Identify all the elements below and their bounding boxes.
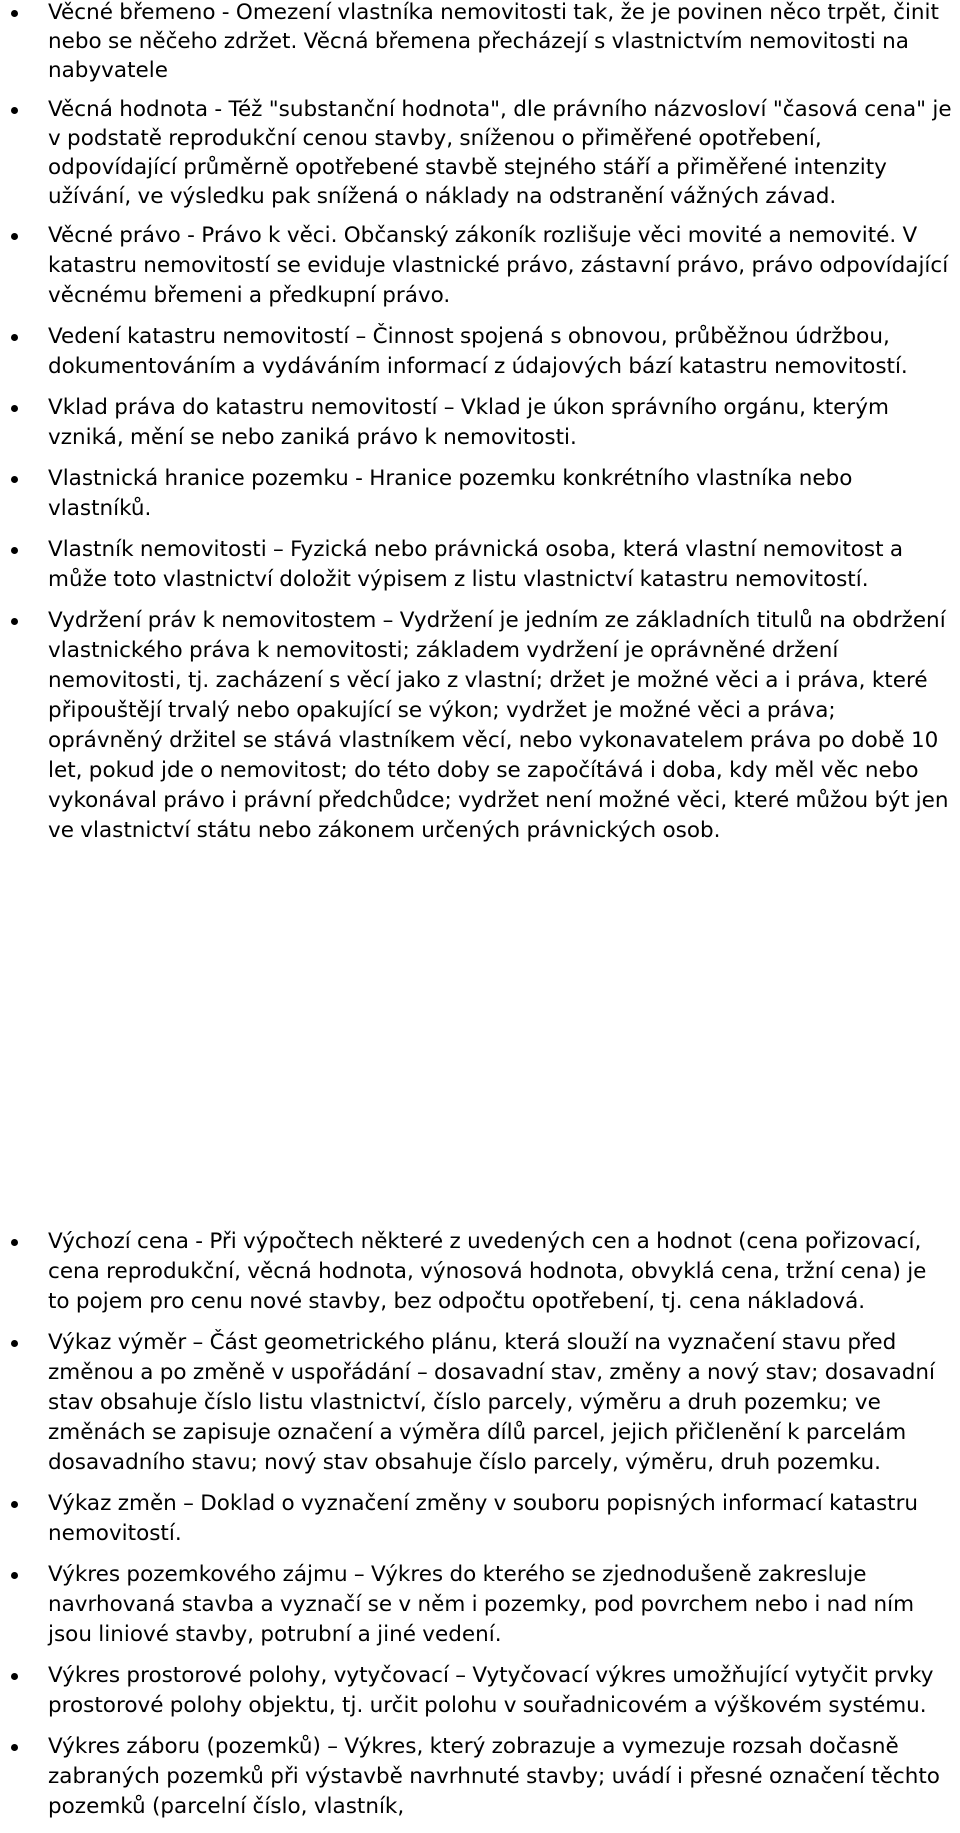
list-item-vykres-pozemkoveho-zajmu: Výkres pozemkového zájmu – Výkres do kterého se zjednodušeně zakresluje navrhovaná stavba a vyznačí se v něm i pozemky, pod povrchem nebo i nad ním jsou liniové stavby, potrubní a jiné vedení. xyxy=(0,1560,960,1650)
list-item-vykres-prostorove-polohy: Výkres prostorové polohy, vytyčovací – Vytyčovací výkres umožňující vytyčit prvky prostorové polohy objektu, tj. určit polohu v souřadnicovém a výškovém systému. xyxy=(0,1661,960,1721)
list-item-vecna-hodnota: Věcná hodnota - Též "substanční hodnota", dle právního názvosloví "časová cena" je v podstatě reprodukční cenou stavby, sníženou o přiměřené opotřebení, odpovídající průměrně opotřebené stavbě stejného stáří a přiměřené intenzity užívání, ve výsledku pak snížená o náklady na odstranění vážných závad. xyxy=(0,95,960,211)
list-item-vydrzeni-prav: Vydržení práv k nemovitostem – Vydržení je jedním ze základních titulů na obdržení vlastnického práva k nemovitosti; základem vydržení je oprávněné držení nemovitosti, tj. zacházení s věcí jako z vlastní; držet je možné věci a i práva, které připouštějí trvalý nebo opakující se výkon; vydržet je možné věci a práva; oprávněný držitel se stává vlastníkem věcí, nebo vykonavatelem práva po době 10 let, pokud jde o nemovitost; do této doby se započítává i doba, kdy měl věc nebo vykonával právo i právní předchůdce; vydržet není možné věci, které můžou být jen ve vlastnictví státu nebo zákonem určených právnických osob. xyxy=(0,606,960,846)
list-item-vecne-pravo: Věcné právo - Právo k věci. Občanský zákoník rozlišuje věci movité a nemovité. V katastru nemovitostí se eviduje vlastnické právo, zástavní právo, právo odpovídající věcnému břemeni a předkupní právo. xyxy=(0,221,960,311)
list-item-vykaz-zmen: Výkaz změn – Doklad o vyznačení změny v souboru popisných informací katastru nemovitostí. xyxy=(0,1489,960,1549)
list-item-vedeni-katastru: Vedení katastru nemovitostí – Činnost spojená s obnovou, průběžnou údržbou, dokumentováním a vydáváním informací z údajových bází katastru nemovitostí. xyxy=(0,322,960,382)
list-item-vklad-prava: Vklad práva do katastru nemovitostí – Vklad je úkon správního orgánu, kterým vzniká, mění se nebo zaniká právo k nemovitosti. xyxy=(0,393,960,453)
list-item-vlastnicka-hranice: Vlastnická hranice pozemku - Hranice pozemku konkrétního vlastníka nebo vlastníků. xyxy=(0,464,960,524)
list-item-vykaz-vymer: Výkaz výměr – Část geometrického plánu, která slouží na vyznačení stavu před změnou a po změně v uspořádání – dosavadní stav, změny a nový stav; dosavadní stav obsahuje číslo listu vlastnictví, číslo parcely, výměru a druh pozemku; ve změnách se zapisuje označení a výměra dílů parcel, jejich přičlenění k parcelám dosavadního stavu; nový stav obsahuje číslo parcely, výměru, druh pozemku. xyxy=(0,1328,960,1478)
glossary-list-bottom xyxy=(0,1227,960,1833)
list-item-vecne-bremeno: Věcné břemeno - Omezení vlastníka nemovitosti tak, že je povinen něco trpět, činit nebo se něčeho zdržet. Věcná břemena přecházejí s vlastnictvím nemovitosti na nabyvatele xyxy=(0,0,960,85)
list-item-vykres-zaboru: Výkres záboru (pozemků) – Výkres, který zobrazuje a vymezuje rozsah dočasně zabraných pozemků při výstavbě navrhnuté stavby; uvádí i přesné označení těchto pozemků (parcelní číslo, vlastník, xyxy=(0,1732,960,1822)
glossary-list-top xyxy=(0,0,960,857)
list-item-vychozi-cena: Výchozí cena - Při výpočtech některé z uvedených cen a hodnot (cena pořizovací, cena reprodukční, věcná hodnota, výnosová hodnota, obvyklá cena, tržní cena) je to pojem pro cenu nové stavby, bez odpočtu opotřebení, tj. cena nákladová. xyxy=(0,1227,960,1317)
list-item-vlastnik-nemovitosti: Vlastník nemovitosti – Fyzická nebo právnická osoba, která vlastní nemovitost a může toto vlastnictví doložit výpisem z listu vlastnictví katastru nemovitostí. xyxy=(0,535,960,595)
